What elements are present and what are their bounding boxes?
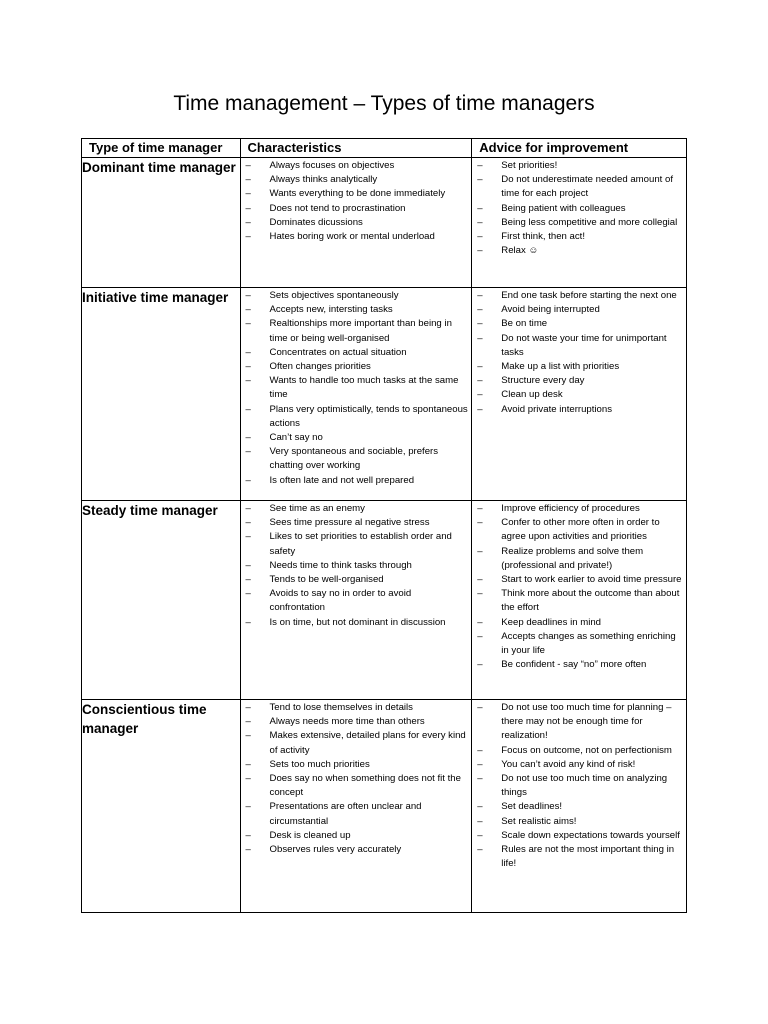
manager-type: Steady time manager [82, 501, 241, 700]
time-manager-table [81, 138, 687, 913]
header-characteristics: Characteristics [240, 139, 472, 158]
list-item: – Clean up desk [472, 388, 684, 402]
list-item: – Confer to other more often in order to agree upon activities and priorities [472, 516, 684, 544]
list-item: – Keep deadlines in mind [472, 616, 684, 630]
list-item: – Plans very optimistically, tends to spontaneous actions [241, 403, 470, 431]
list-item: – Always thinks analytically [241, 173, 470, 187]
bullet-list [472, 700, 686, 877]
list-item: – Sees time pressure al negative stress [241, 516, 470, 530]
list-item: – Needs time to think tasks through [241, 559, 470, 573]
advice-cell [472, 158, 687, 288]
list-item: – Sets too much priorities [241, 758, 470, 772]
list-item: – Sets objectives spontaneously [241, 289, 470, 303]
advice-cell [472, 288, 687, 501]
list-item: – Be confident - say “no” more often [472, 658, 684, 672]
bullet-list [472, 501, 686, 678]
list-item: – Dominates dicussions [241, 216, 470, 230]
list-item: – Is often late and not well prepared [241, 474, 470, 488]
bullet-list [241, 700, 472, 863]
table-row [82, 288, 687, 501]
list-item: – Does say no when something does not fit the concept [241, 772, 470, 800]
list-item: – See time as an enemy [241, 502, 470, 516]
list-item: – Realize problems and solve them (professional and private!) [472, 545, 684, 573]
list-item: – Wants everything to be done immediately [241, 187, 470, 201]
document-title: Time management – Types of time managers [173, 92, 595, 115]
list-item: – Tend to lose themselves in details [241, 701, 470, 715]
manager-type: Conscientious time manager [82, 700, 241, 913]
list-item: – Improve efficiency of procedures [472, 502, 684, 516]
characteristics-cell [240, 501, 472, 700]
bullet-list [241, 158, 472, 250]
list-item: – Be on time [472, 317, 684, 331]
list-item: – Hates boring work or mental underload [241, 230, 470, 244]
list-item: – Think more about the outcome than about the effort [472, 587, 684, 615]
list-item: – Make up a list with priorities [472, 360, 684, 374]
list-item: – Makes extensive, detailed plans for every kind of activity [241, 729, 470, 757]
list-item: – Do not waste your time for unimportant tasks [472, 332, 684, 360]
list-item: – Desk is cleaned up [241, 829, 470, 843]
list-item: – You can’t avoid any kind of risk! [472, 758, 684, 772]
list-item: – Focus on outcome, not on perfectionism [472, 744, 684, 758]
bullet-list [241, 501, 472, 636]
table-header-row [82, 139, 687, 158]
list-item: – Realtionships more important than being in time or being well-organised [241, 317, 470, 345]
characteristics-cell [240, 288, 472, 501]
list-item: – Rules are not the most important thing in life! [472, 843, 684, 871]
list-item: – Avoid being interrupted [472, 303, 684, 317]
list-item: – Being patient with colleagues [472, 202, 684, 216]
header-type: Type of time manager [82, 139, 241, 158]
bullet-list [472, 158, 686, 264]
list-item: – Structure every day [472, 374, 684, 388]
list-item: – First think, then act! [472, 230, 684, 244]
table-row [82, 501, 687, 700]
header-advice: Advice for improvement [472, 139, 687, 158]
advice-cell [472, 700, 687, 913]
list-item: – Avoid private interruptions [472, 403, 684, 417]
list-item: – Accepts new, intersting tasks [241, 303, 470, 317]
table-row [82, 700, 687, 913]
bullet-list [472, 288, 686, 423]
list-item: – Avoids to say no in order to avoid confrontation [241, 587, 470, 615]
list-item: – Set priorities! [472, 159, 684, 173]
list-item: – Observes rules very accurately [241, 843, 470, 857]
characteristics-cell [240, 158, 472, 288]
list-item: – Do not underestimate needed amount of time for each project [472, 173, 684, 201]
list-item: – Always needs more time than others [241, 715, 470, 729]
list-item: – Often changes priorities [241, 360, 470, 374]
manager-type: Dominant time manager [82, 158, 241, 288]
list-item: – Always focuses on objectives [241, 159, 470, 173]
list-item: – Wants to handle too much tasks at the same time [241, 374, 470, 402]
bullet-list [241, 288, 472, 494]
list-item: – End one task before starting the next one [472, 289, 684, 303]
list-item: – Likes to set priorities to establish order and safety [241, 530, 470, 558]
advice-cell [472, 501, 687, 700]
list-item: – Set realistic aims! [472, 815, 684, 829]
table-row [82, 158, 687, 288]
list-item: – Can’t say no [241, 431, 470, 445]
list-item: – Start to work earlier to avoid time pressure [472, 573, 684, 587]
list-item: – Do not use too much time on analyzing things [472, 772, 684, 800]
list-item: – Relax ☺ [472, 244, 684, 258]
list-item: – Being less competitive and more collegial [472, 216, 684, 230]
list-item: – Does not tend to procrastination [241, 202, 470, 216]
list-item: – Accepts changes as something enriching in your life [472, 630, 684, 658]
manager-type: Initiative time manager [82, 288, 241, 501]
list-item: – Scale down expectations towards yourself [472, 829, 684, 843]
characteristics-cell [240, 700, 472, 913]
list-item: – Do not use too much time for planning – there may not be enough time for realization! [472, 701, 684, 744]
list-item: – Very spontaneous and sociable, prefers chatting over working [241, 445, 470, 473]
list-item: – Tends to be well-organised [241, 573, 470, 587]
list-item: – Presentations are often unclear and circumstantial [241, 800, 470, 828]
list-item: – Set deadlines! [472, 800, 684, 814]
list-item: – Is on time, but not dominant in discussion [241, 616, 470, 630]
list-item: – Concentrates on actual situation [241, 346, 470, 360]
